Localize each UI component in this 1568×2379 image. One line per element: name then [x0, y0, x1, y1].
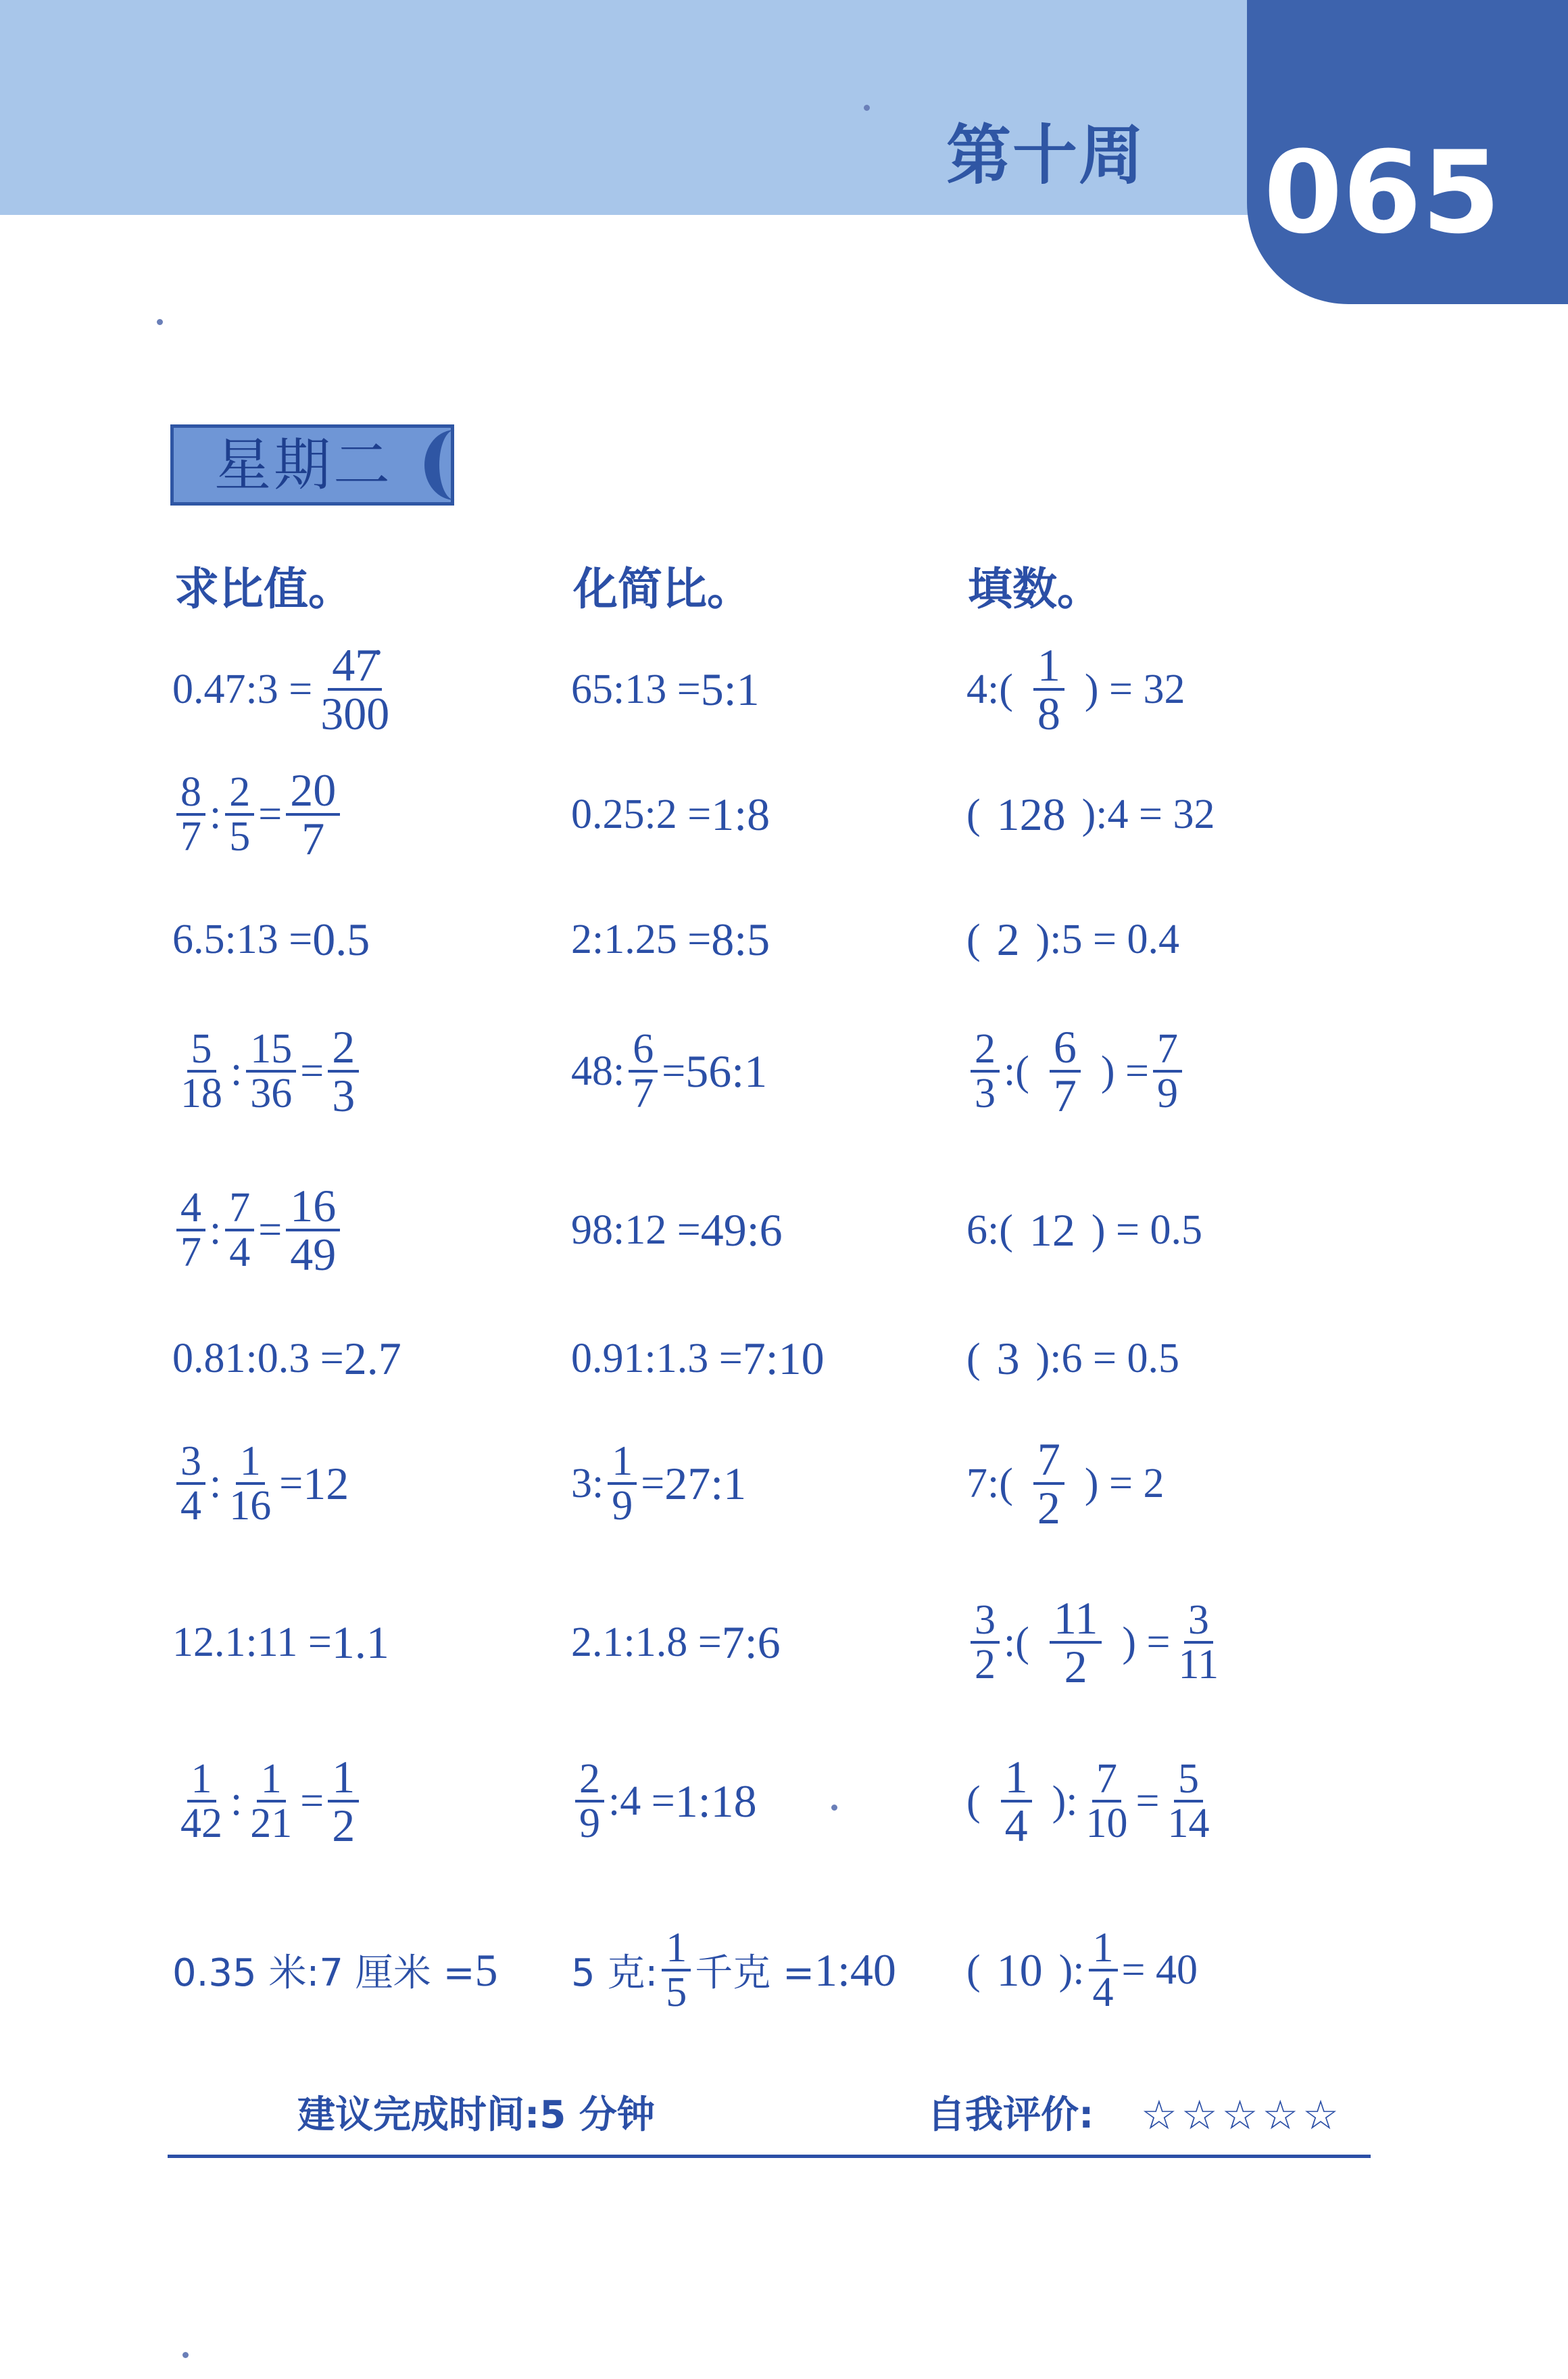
numerator: 1 [1033, 642, 1064, 691]
fraction [176, 1440, 205, 1527]
answer: 128 [996, 788, 1066, 840]
denominator: 7 [301, 813, 325, 864]
exercise-fill-7 [966, 1426, 1165, 1541]
expression-text: = [258, 1206, 283, 1253]
numerator: 2 [575, 1758, 604, 1802]
numerator: 1 [608, 1440, 637, 1485]
expression-text: 4:( [966, 666, 1013, 712]
numerator: 7 [1153, 1028, 1182, 1073]
expression-text: 0.91:1.3 = [571, 1335, 743, 1381]
fraction [629, 1026, 658, 1117]
expression-text: 3: [571, 1460, 604, 1506]
denominator: 2 [332, 1800, 356, 1851]
column-heading-fill: 填数。 [968, 563, 1102, 615]
answer [316, 639, 393, 739]
denominator: 5 [229, 814, 251, 860]
answer [328, 1021, 359, 1121]
scan-speck [157, 319, 163, 325]
numerator: 7 [225, 1187, 254, 1231]
answer: 12 [303, 1457, 349, 1509]
numerator: 2 [225, 771, 254, 816]
denominator: 16 [229, 1483, 272, 1529]
denominator: 4 [229, 1229, 251, 1275]
answer: 3 [996, 1332, 1020, 1384]
expression-text: 65:13 = [571, 666, 701, 712]
expression-text: : [210, 1460, 222, 1506]
fraction [176, 1758, 226, 1844]
denominator: 10 [1085, 1800, 1128, 1846]
expression-text: 0.47:3 = [172, 666, 313, 712]
expression-text: : [210, 1206, 222, 1253]
fraction [608, 1440, 637, 1527]
answer: 1.1 [331, 1616, 389, 1668]
numerator: 1 [236, 1440, 265, 1485]
expression-text: 12.1:11 = [172, 1619, 332, 1665]
rating-stars-icon[interactable]: ☆☆☆☆☆ [1141, 2092, 1343, 2139]
numerator: 1 [328, 1754, 359, 1802]
exercise-fill-2 [966, 757, 1215, 872]
fraction [225, 1440, 275, 1527]
denominator: 42 [180, 1800, 222, 1846]
denominator: 300 [320, 688, 390, 739]
denominator: 7 [180, 1229, 201, 1275]
numerator: 1 [1089, 1927, 1118, 1971]
suggested-time: 建议完成时间:5 分钟 [297, 2093, 655, 2137]
expression-text: ) = 0.5 [1091, 1206, 1202, 1253]
scan-speck [864, 105, 870, 111]
denominator: 18 [180, 1071, 222, 1117]
expression-text: 7:( [966, 1460, 1013, 1506]
expression-text: = [279, 1460, 303, 1506]
expression-text: 6.5:13 = [172, 916, 313, 962]
numerator: 1 [187, 1758, 216, 1802]
denominator: 8 [1037, 688, 1060, 739]
answer [1050, 1021, 1081, 1121]
answer [1001, 1751, 1032, 1851]
expression-text: ) = [1100, 1048, 1149, 1094]
exercise-ratio-value-7 [172, 1426, 349, 1541]
expression-text: = [300, 1777, 324, 1824]
expression-text: :( [1004, 1048, 1029, 1094]
denominator: 36 [250, 1071, 293, 1117]
page-number-tab [1247, 0, 1568, 304]
answer: 27:1 [664, 1457, 747, 1509]
expression-text: : [230, 1777, 243, 1824]
expression-text: ):4 = 32 [1081, 791, 1215, 837]
answer: 5 [474, 1944, 498, 1996]
numerator: 16 [286, 1183, 340, 1231]
expression-text: ( [966, 1777, 981, 1824]
expression-text: ( [966, 1946, 981, 1993]
exercise-simplify-7 [571, 1426, 746, 1541]
fraction [1174, 1599, 1223, 1686]
numerator: 5 [1174, 1758, 1203, 1802]
exercise-fill-5 [966, 1173, 1202, 1287]
expression-text: = [662, 1048, 686, 1094]
numerator: 11 [1050, 1595, 1102, 1644]
expression-text: ): [1058, 1946, 1085, 1993]
denominator: 49 [290, 1229, 337, 1280]
answer: 56:1 [685, 1045, 768, 1097]
answer: 2 [996, 913, 1020, 965]
answer: 7:10 [742, 1332, 825, 1384]
denominator: 7 [1053, 1070, 1077, 1121]
crescent-icon [424, 430, 485, 500]
numerator: 4 [176, 1187, 205, 1231]
exercise-ratio-value-2 [172, 757, 344, 872]
denominator: 7 [180, 814, 201, 860]
answer: 1:18 [675, 1775, 757, 1827]
expression-text: 千克 = [695, 1951, 815, 1995]
exercise-simplify-4 [571, 1014, 767, 1129]
numerator: 8 [176, 771, 205, 816]
denominator: 4 [180, 1483, 201, 1529]
fraction [971, 1599, 1000, 1686]
expression-text: ( [966, 916, 981, 962]
exercise-ratio-value-6 [172, 1301, 401, 1416]
answer: 8:5 [711, 913, 770, 965]
numerator: 20 [286, 767, 340, 816]
exercise-simplify-10 [571, 1913, 896, 2028]
fraction [246, 1758, 296, 1844]
answer [286, 764, 340, 864]
expression-text: ):5 = 0.4 [1035, 916, 1179, 962]
expression-text: ) = 2 [1084, 1460, 1165, 1506]
answer [1050, 1592, 1102, 1692]
answer: 10 [996, 1944, 1043, 1996]
expression-text: = [258, 791, 283, 837]
expression-text: 48: [571, 1048, 625, 1094]
exercise-fill-9 [966, 1744, 1218, 1859]
numerator: 5 [187, 1028, 216, 1073]
scan-speck [831, 1805, 837, 1811]
self-evaluation-label: 自我评价: [927, 2093, 1094, 2137]
denominator: 4 [1004, 1800, 1028, 1851]
fraction [1164, 1758, 1214, 1844]
exercise-ratio-value-8 [172, 1585, 389, 1700]
numerator: 3 [176, 1440, 205, 1485]
expression-text: 98:12 = [571, 1206, 701, 1253]
answer: 5:1 [700, 663, 760, 715]
exercise-ratio-value-5 [172, 1173, 344, 1287]
expression-text: ):6 = 0.5 [1035, 1335, 1179, 1381]
expression-text: = 40 [1121, 1946, 1198, 1993]
denominator: 3 [975, 1071, 996, 1117]
exercise-ratio-value-1 [172, 632, 397, 747]
answer: 1:40 [814, 1944, 896, 1996]
numerator: 7 [1033, 1436, 1064, 1485]
fraction [225, 771, 254, 858]
expression-text: 2:1.25 = [571, 916, 712, 962]
page-number: 065 [1263, 126, 1501, 259]
exercise-simplify-2 [571, 757, 770, 872]
exercise-ratio-value-4 [172, 1014, 363, 1129]
column-heading-ratio-value: 求比值。 [174, 563, 353, 615]
expression-text: : [210, 791, 222, 837]
exercise-fill-4 [966, 1014, 1186, 1129]
scan-speck [182, 2352, 189, 2358]
numerator: 3 [1184, 1599, 1213, 1644]
denominator: 2 [975, 1642, 996, 1688]
numerator: 3 [971, 1599, 1000, 1644]
exercise-fill-6 [966, 1301, 1179, 1416]
numerator: 6 [629, 1028, 658, 1073]
expression-text: : [230, 1048, 243, 1094]
exercise-fill-8 [966, 1585, 1227, 1700]
exercise-simplify-6 [571, 1301, 825, 1416]
fraction [1082, 1758, 1132, 1844]
numerator: 2 [971, 1028, 1000, 1073]
expression-text: ): [1052, 1777, 1078, 1824]
exercise-ratio-value-10 [172, 1913, 498, 2028]
denominator: 9 [612, 1483, 633, 1529]
answer: 49:6 [700, 1204, 783, 1256]
denominator: 14 [1167, 1800, 1210, 1846]
expression-text: ( [966, 1335, 981, 1381]
expression-text: :( [1004, 1619, 1029, 1665]
numerator: 6 [1050, 1024, 1081, 1073]
answer [1033, 1433, 1064, 1534]
answer: 7:6 [721, 1616, 781, 1668]
exercise-fill-3 [966, 882, 1179, 997]
expression-text: ) = 32 [1084, 666, 1185, 712]
expression-text: 2.1:1.8 = [571, 1619, 722, 1665]
exercise-ratio-value-9 [172, 1744, 363, 1859]
expression-text: ( [966, 791, 981, 837]
answer: 1:8 [711, 788, 770, 840]
fraction [176, 1026, 226, 1117]
denominator: 7 [633, 1071, 654, 1117]
fraction [225, 1187, 254, 1273]
expression-text: 0.81:0.3 = [172, 1335, 344, 1381]
answer [1033, 639, 1064, 739]
day-label: 星期二 [214, 432, 393, 498]
column-heading-simplify: 化简比。 [573, 563, 752, 615]
answer [328, 1751, 359, 1851]
denominator: 2 [1037, 1482, 1060, 1534]
numerator: 15 [246, 1028, 296, 1073]
answer: 0.5 [312, 913, 370, 965]
denominator: 11 [1178, 1642, 1219, 1688]
denominator: 4 [1092, 1969, 1114, 2015]
denominator: 2 [1064, 1641, 1087, 1692]
expression-text: = [300, 1048, 324, 1094]
expression-text: ) = [1122, 1619, 1171, 1665]
exercise-simplify-1 [571, 632, 760, 747]
answer [286, 1180, 340, 1280]
expression-text: 0.25:2 = [571, 791, 712, 837]
denominator: 5 [666, 1969, 687, 2015]
fraction [575, 1758, 604, 1844]
fraction [1089, 1927, 1118, 2013]
numerator: 1 [257, 1758, 286, 1802]
exercise-simplify-3 [571, 882, 770, 997]
expression-text: 6:( [966, 1206, 1013, 1253]
denominator: 9 [1157, 1071, 1178, 1117]
denominator: 21 [250, 1800, 293, 1846]
denominator: 3 [332, 1070, 356, 1121]
fraction [176, 1187, 205, 1273]
expression-text: 0.35 米:7 厘米 = [172, 1951, 475, 1995]
numerator: 2 [328, 1024, 359, 1073]
numerator: 1 [662, 1927, 691, 1971]
exercise-simplify-8 [571, 1585, 781, 1700]
fraction [246, 1026, 296, 1117]
exercise-fill-1 [966, 632, 1185, 747]
numerator: 47̇ [328, 642, 382, 691]
exercise-simplify-9 [571, 1744, 757, 1859]
exercise-ratio-value-3 [172, 882, 370, 997]
answer: 12 [1029, 1204, 1075, 1256]
exercise-simplify-5 [571, 1173, 783, 1287]
fraction [971, 1026, 1000, 1117]
fraction [176, 771, 205, 858]
day-label-box [170, 424, 454, 506]
expression-text: :4 = [608, 1777, 675, 1824]
week-title: 第十周 [946, 118, 1145, 193]
expression-text: 5 克: [571, 1951, 658, 1995]
exercise-fill-10 [966, 1913, 1198, 2028]
numerator: 1 [1001, 1754, 1032, 1802]
expression-text: = [641, 1460, 665, 1506]
fraction [1153, 1026, 1182, 1117]
fraction [662, 1927, 691, 2013]
numerator: 7 [1092, 1758, 1121, 1802]
footer-divider [168, 2155, 1371, 2158]
expression-text: = [1135, 1777, 1160, 1824]
answer: 2.7 [343, 1332, 401, 1384]
denominator: 9 [579, 1800, 600, 1846]
